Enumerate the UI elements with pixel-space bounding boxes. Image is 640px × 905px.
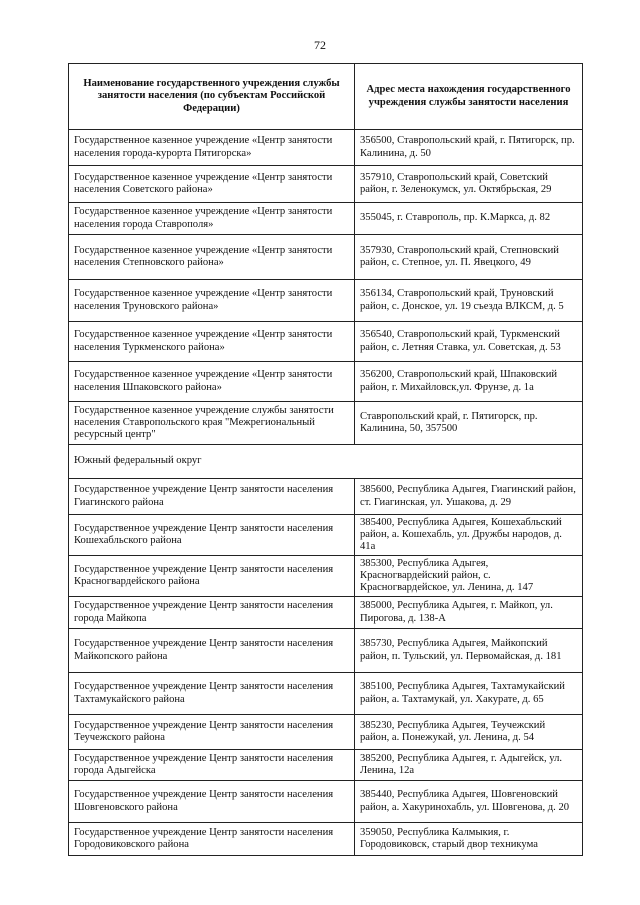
institution-name: Государственное учреждение Центр занятости населения Тахтамукайского района: [69, 673, 355, 715]
page-number: 72: [314, 38, 326, 52]
table-row: [69, 280, 583, 322]
table-row: [69, 556, 583, 597]
table-row: [69, 130, 583, 166]
institution-address: 355045, г. Ставрополь, пр. К.Маркса, д. 82: [355, 203, 583, 235]
institution-address: 357910, Ставропольский край, Советский район, г. Зеленокумск, ул. Октябрьская, 29: [355, 166, 583, 203]
region-heading: Южный федеральный округ: [69, 445, 583, 479]
employment-centers-table: [68, 63, 583, 856]
table-row: [69, 823, 583, 856]
table-row: [69, 235, 583, 280]
institution-name: Государственное казенное учреждение «Центр занятости населения Шпаковского района»: [69, 362, 355, 402]
institution-name: Государственное учреждение Центр занятости населения города Майкопа: [69, 597, 355, 629]
institution-address: 385200, Республика Адыгея, г. Адыгейск, ул. Ленина, 12а: [355, 750, 583, 781]
table-row: [69, 203, 583, 235]
institution-address: 385730, Республика Адыгея, Майкопский район, п. Тульский, ул. Первомайская, д. 181: [355, 629, 583, 673]
institution-address: 356134, Ставропольский край, Труновский район, с. Донское, ул. 19 съезда ВЛКСМ, д. 5: [355, 280, 583, 322]
institution-address: 385230, Республика Адыгея, Теучежский район, а. Понежукай, ул. Ленина, д. 54: [355, 715, 583, 750]
column-header-address: Адрес места нахождения государственного учреждения службы занятости населения: [355, 64, 583, 130]
institution-name: Государственное казенное учреждение «Центр занятости населения города Ставрополя»: [69, 203, 355, 235]
table-row: [69, 715, 583, 750]
table-row: [69, 597, 583, 629]
institution-name: Государственное казенное учреждение службы занятости населения Ставропольского края "Межрегиональный ресурсный центр": [69, 402, 355, 445]
column-header-name: Наименование государственного учреждения службы занятости населения (по субъектам Российской Федерации): [69, 64, 355, 130]
institution-address: 359050, Республика Калмыкия, г. Городовиковск, старый двор техникума: [355, 823, 583, 856]
institution-address: 385100, Республика Адыгея, Тахтамукайский район, а. Тахтамукай, ул. Хакурате, д. 65: [355, 673, 583, 715]
institution-name: Государственное учреждение Центр занятости населения Теучежского района: [69, 715, 355, 750]
institution-name: Государственное казенное учреждение «Центр занятости населения города-курорта Пятигорска»: [69, 130, 355, 166]
header-row: [69, 64, 583, 130]
table-row: [69, 781, 583, 823]
institution-name: Государственное учреждение Центр занятости населения Красногвардейского района: [69, 556, 355, 597]
table-row: [69, 629, 583, 673]
institution-name: Государственное казенное учреждение «Центр занятости населения Степновского района»: [69, 235, 355, 280]
institution-name: Государственное казенное учреждение «Центр занятости населения Советского района»: [69, 166, 355, 203]
table-row: [69, 402, 583, 445]
institution-address: 356500, Ставропольский край, г. Пятигорск, пр. Калинина, д. 50: [355, 130, 583, 166]
table-row: [69, 166, 583, 203]
institution-address: 385000, Республика Адыгея, г. Майкоп, ул. Пирогова, д. 138-А: [355, 597, 583, 629]
table-row: [69, 322, 583, 362]
table-row: [69, 479, 583, 515]
institution-name: Государственное учреждение Центр занятости населения Шовгеновского района: [69, 781, 355, 823]
institution-name: Государственное казенное учреждение «Центр занятости населения Труновского района»: [69, 280, 355, 322]
institution-name: Государственное учреждение Центр занятости населения Городовиковского района: [69, 823, 355, 856]
institution-name: Государственное учреждение Центр занятости населения Кошехабльского района: [69, 515, 355, 556]
region-row: [69, 445, 583, 479]
institution-address: 356200, Ставропольский край, Шпаковский район, г. Михайловск,ул. Фрунзе, д. 1а: [355, 362, 583, 402]
institution-address: 385600, Республика Адыгея, Гиагинский район, ст. Гиагинская, ул. Ушакова, д. 29: [355, 479, 583, 515]
table-row: [69, 362, 583, 402]
institution-address: 385400, Республика Адыгея, Кошехабльский район, а. Кошехабль, ул. Дружбы народов, д. 41а: [355, 515, 583, 556]
institution-address: 356540, Ставропольский край, Туркменский район, с. Летняя Ставка, ул. Советская, д. 53: [355, 322, 583, 362]
institution-address: Ставропольский край, г. Пятигорск, пр. Калинина, 50, 357500: [355, 402, 583, 445]
institution-address: 385300, Республика Адыгея, Красногвардейский район, с. Красногвардейское, ул. Ленина, д. 147: [355, 556, 583, 597]
institution-name: Государственное учреждение Центр занятости населения Майкопского района: [69, 629, 355, 673]
table-row: [69, 673, 583, 715]
institution-name: Государственное учреждение Центр занятости населения Гиагинского района: [69, 479, 355, 515]
institution-address: 385440, Республика Адыгея, Шовгеновский район, а. Хакуринохабль, ул. Шовгенова, д. 20: [355, 781, 583, 823]
institution-address: 357930, Ставропольский край, Степновский район, с. Степное, ул. П. Явецкого, 49: [355, 235, 583, 280]
institution-name: Государственное казенное учреждение «Центр занятости населения Туркменского района»: [69, 322, 355, 362]
table-row: [69, 515, 583, 556]
institution-name: Государственное учреждение Центр занятости населения города Адыгейска: [69, 750, 355, 781]
table-row: [69, 750, 583, 781]
